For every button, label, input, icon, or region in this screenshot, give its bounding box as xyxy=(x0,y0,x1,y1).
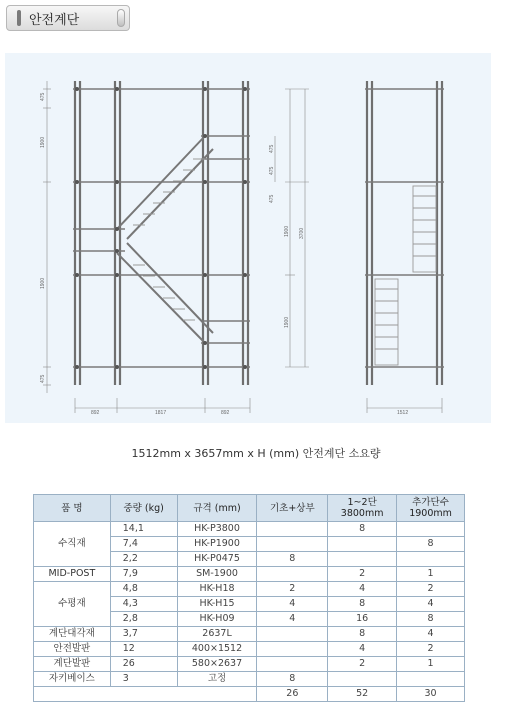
dim-stair-3: 475 xyxy=(269,194,275,203)
qty-cell: 2 xyxy=(257,582,328,597)
weight-cell: 7,9 xyxy=(110,567,177,582)
dim-base: 475 xyxy=(40,374,46,383)
item-name: 안전발판 xyxy=(34,642,111,657)
section-title: 안전계단 xyxy=(29,12,80,28)
qty-cell xyxy=(328,537,397,552)
dim-side-bottom: 1512 xyxy=(397,410,409,416)
qty-cell: 8 xyxy=(328,597,397,612)
dim-stair-1: 475 xyxy=(269,144,275,153)
qty-cell: 1 xyxy=(397,567,465,582)
item-name: 계단발판 xyxy=(34,657,111,672)
spec-cell: HK-H09 xyxy=(177,612,257,627)
qty-cell: 8 xyxy=(257,552,328,567)
header-weight: 중량 (kg) xyxy=(110,495,177,522)
dim-bottom-center: 1817 xyxy=(155,410,167,416)
dim-upper: 1900 xyxy=(40,136,46,148)
qty-cell xyxy=(397,672,465,687)
item-name: 수직재 xyxy=(34,522,111,567)
dim-stair-2: 475 xyxy=(269,166,275,175)
spec-cell: 고정 xyxy=(177,672,257,687)
item-name: MID-POST xyxy=(34,567,111,582)
weight-cell: 4,3 xyxy=(110,597,177,612)
qty-cell: 4 xyxy=(397,597,465,612)
qty-cell: 16 xyxy=(328,612,397,627)
table-row xyxy=(34,567,465,582)
qty-cell: 4 xyxy=(257,612,328,627)
qty-cell: 8 xyxy=(257,672,328,687)
scaffold-drawing xyxy=(5,53,491,423)
item-name: 계단대각재 xyxy=(34,627,111,642)
weight-cell: 2,2 xyxy=(110,552,177,567)
qty-cell xyxy=(257,627,328,642)
qty-cell: 1 xyxy=(397,657,465,672)
qty-cell: 4 xyxy=(328,642,397,657)
qty-cell xyxy=(257,657,328,672)
total-additional: 30 xyxy=(397,687,465,702)
qty-cell: 8 xyxy=(328,522,397,537)
scaffold-elevation-svg xyxy=(5,53,491,423)
weight-cell: 7,4 xyxy=(110,537,177,552)
table-row xyxy=(34,627,465,642)
spec-cell: HK-H18 xyxy=(177,582,257,597)
header-spec: 규격 (mm) xyxy=(177,495,257,522)
table-row xyxy=(34,522,465,537)
qty-cell xyxy=(257,567,328,582)
spec-cell: HK-P0475 xyxy=(177,552,257,567)
weight-cell: 3,7 xyxy=(110,627,177,642)
header-additional-label: 추가단수 1900mm xyxy=(409,497,452,519)
spec-cell: HK-P1900 xyxy=(177,537,257,552)
totals-row xyxy=(34,687,465,702)
spec-cell: HK-P3800 xyxy=(177,522,257,537)
qty-cell: 4 xyxy=(257,597,328,612)
dim-top: 475 xyxy=(40,92,46,101)
weight-cell: 12 xyxy=(110,642,177,657)
qty-cell xyxy=(257,522,328,537)
weight-cell: 14,1 xyxy=(110,522,177,537)
header-item: 품 명 xyxy=(34,495,111,522)
dim-right-lower: 1900 xyxy=(284,316,290,328)
qty-cell: 4 xyxy=(328,582,397,597)
total-tier-1-2: 52 xyxy=(328,687,397,702)
table-title: 1512mm x 3657mm x H (mm) 안전계단 소요량 xyxy=(131,447,381,460)
table-row xyxy=(34,657,465,672)
requirements-table xyxy=(33,494,465,702)
qty-cell: 2 xyxy=(397,582,465,597)
qty-cell xyxy=(257,642,328,657)
weight-cell: 3 xyxy=(110,672,177,687)
weight-cell: 2,8 xyxy=(110,612,177,627)
dim-right-1: 1900 xyxy=(284,225,290,237)
dim-right-total: 3700 xyxy=(299,227,305,239)
header-tier-1-2 xyxy=(328,495,397,522)
table-header-row xyxy=(34,495,465,522)
header-tier-1-2-label: 1~2단 3800mm xyxy=(340,497,384,519)
table-row xyxy=(34,582,465,597)
spec-cell: 580×2637 xyxy=(177,657,257,672)
header-additional xyxy=(397,495,465,522)
weight-cell: 4,8 xyxy=(110,582,177,597)
qty-cell: 4 xyxy=(397,627,465,642)
spec-cell: 2637L xyxy=(177,627,257,642)
table-row xyxy=(34,672,465,687)
tab-end-cap xyxy=(117,9,125,27)
spec-cell: SM-1900 xyxy=(177,567,257,582)
item-name: 자키베이스 xyxy=(34,672,111,687)
section-title-tab xyxy=(6,5,130,31)
weight-cell: 26 xyxy=(110,657,177,672)
title-marker xyxy=(17,10,21,26)
qty-cell: 8 xyxy=(397,537,465,552)
qty-cell: 2 xyxy=(328,567,397,582)
qty-cell xyxy=(257,537,328,552)
header-base-top: 기초+상부 xyxy=(257,495,328,522)
spec-cell: HK-H15 xyxy=(177,597,257,612)
spec-cell: 400×1512 xyxy=(177,642,257,657)
qty-cell xyxy=(397,522,465,537)
qty-cell: 8 xyxy=(328,627,397,642)
item-name: 수평재 xyxy=(34,582,111,627)
totals-label xyxy=(34,687,257,702)
dim-bottom-left: 892 xyxy=(91,410,100,416)
qty-cell xyxy=(328,552,397,567)
qty-cell xyxy=(397,552,465,567)
qty-cell xyxy=(328,672,397,687)
qty-cell: 2 xyxy=(397,642,465,657)
total-base-top: 26 xyxy=(257,687,328,702)
qty-cell: 2 xyxy=(328,657,397,672)
dim-bottom-right: 892 xyxy=(221,410,230,416)
qty-cell: 8 xyxy=(397,612,465,627)
table-row xyxy=(34,642,465,657)
dim-lower: 1900 xyxy=(40,277,46,289)
